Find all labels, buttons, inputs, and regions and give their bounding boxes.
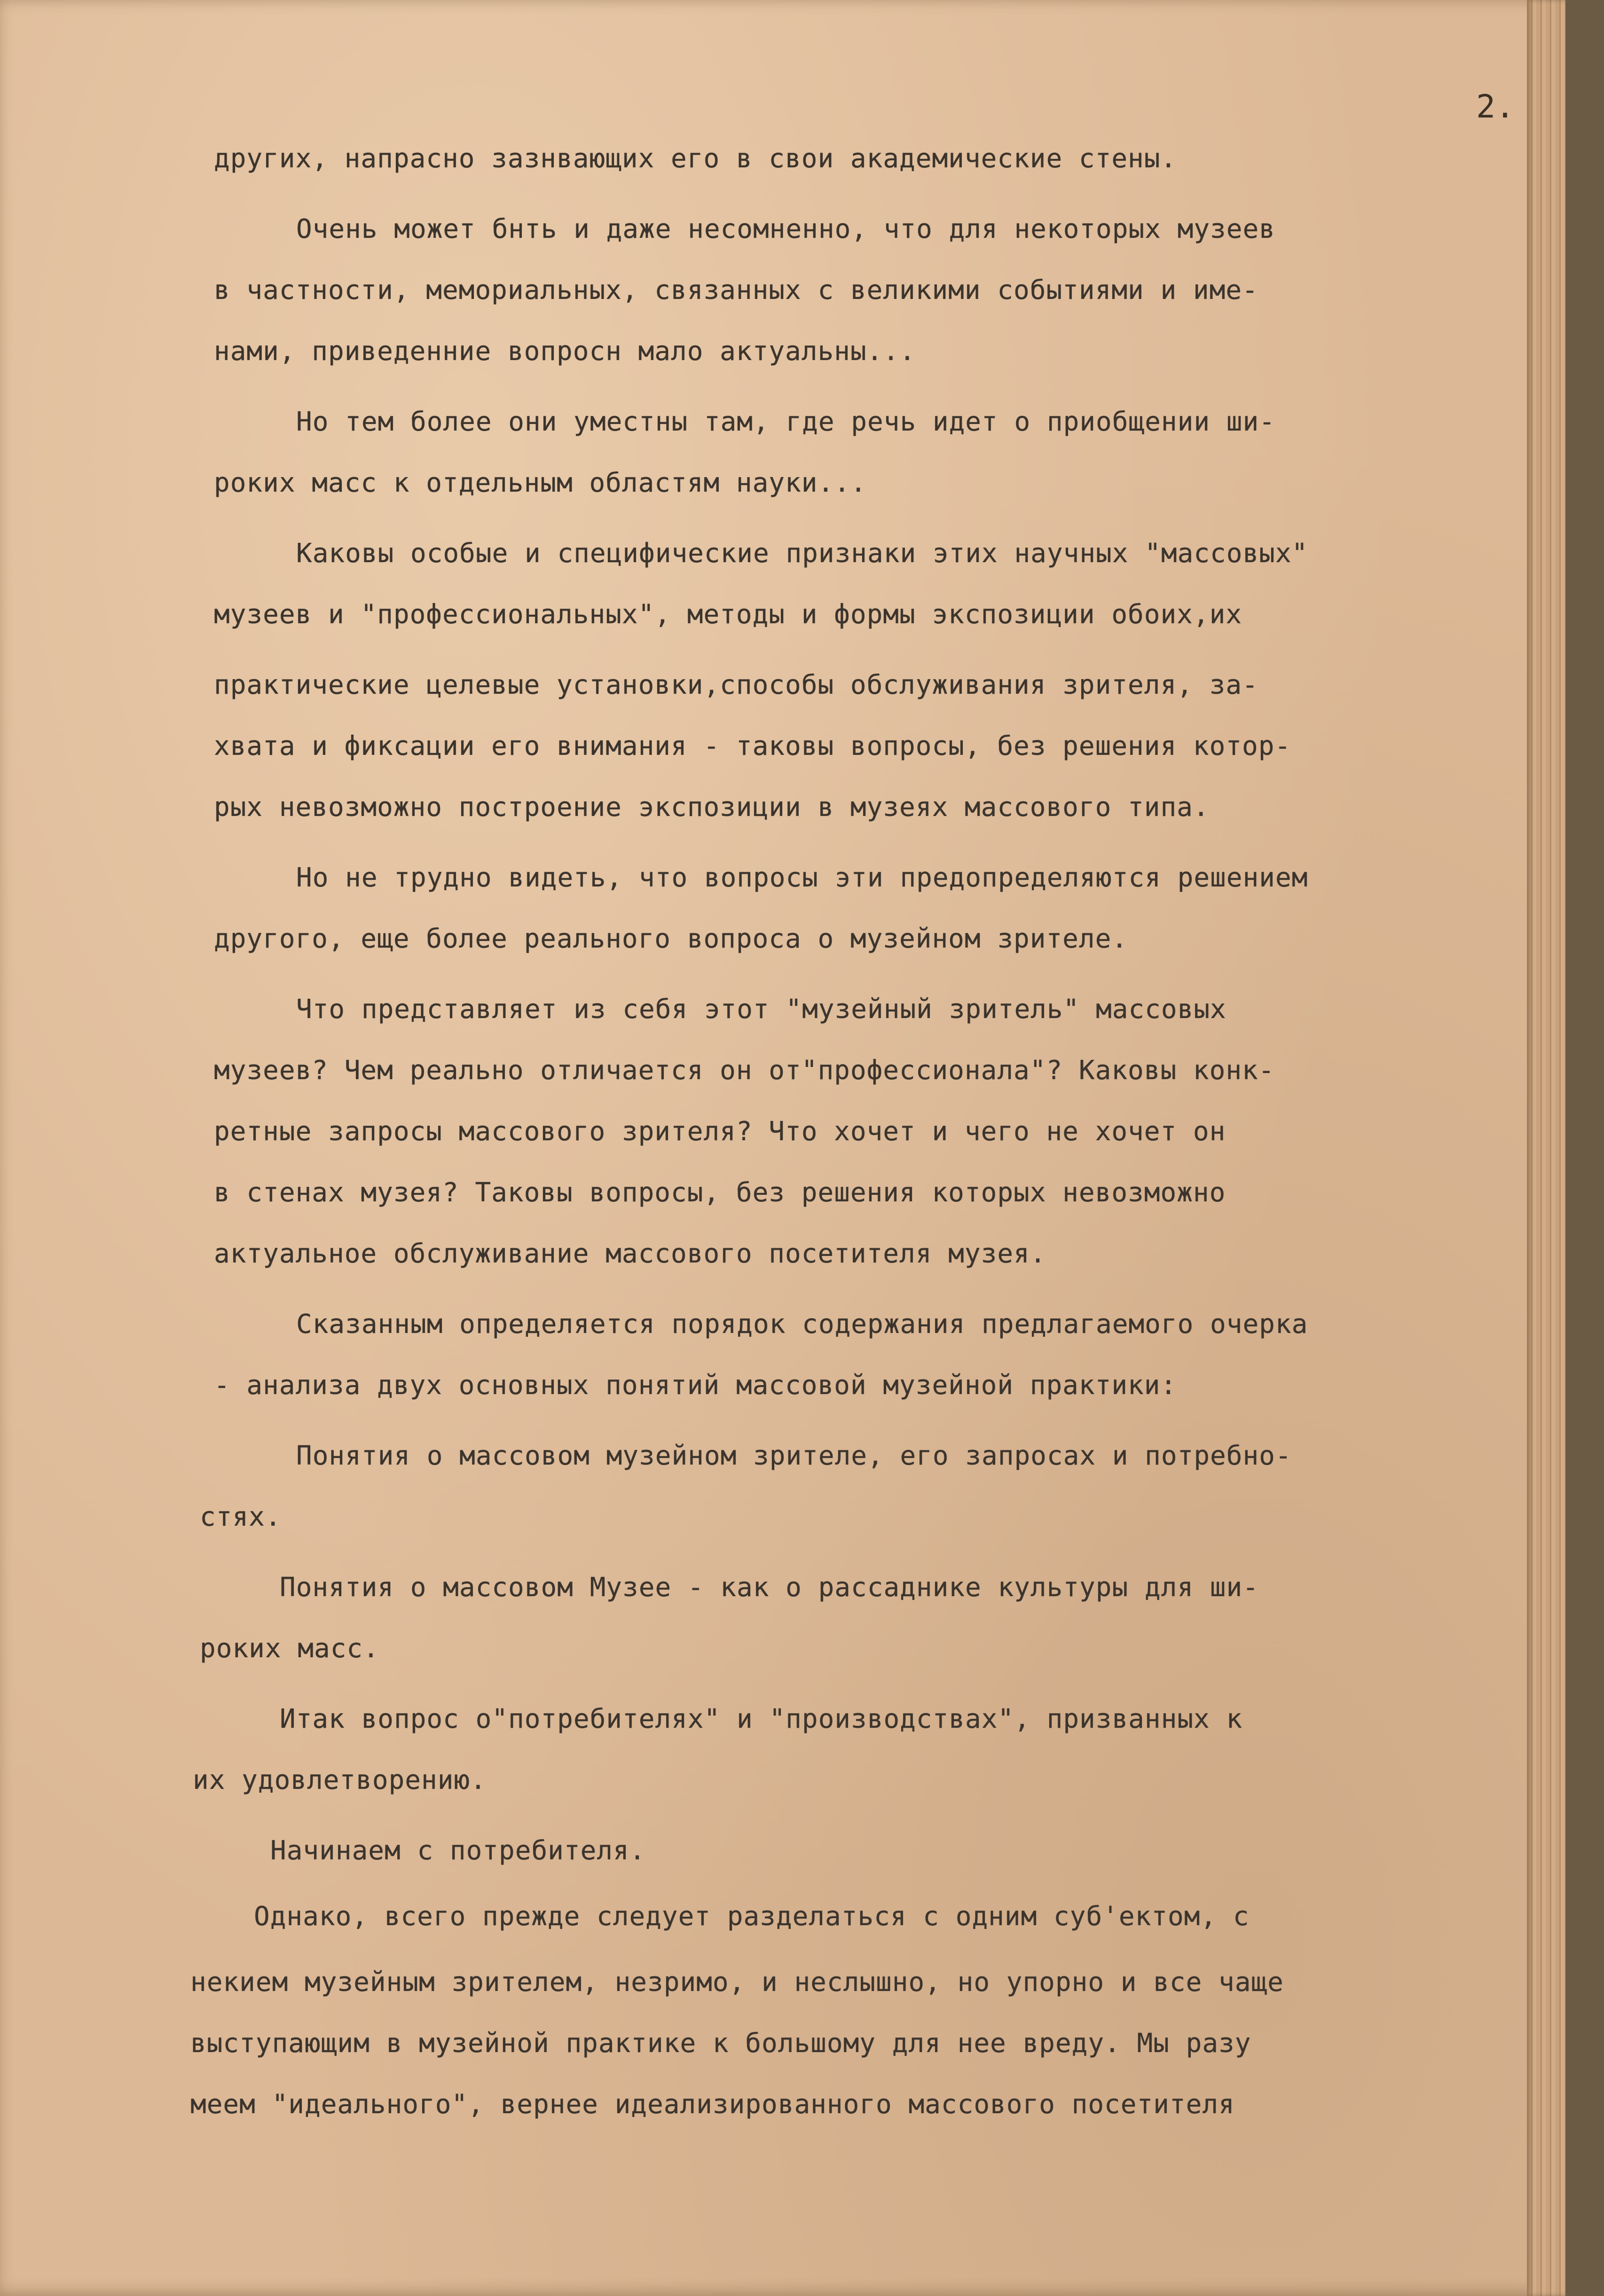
text-line: рых невозможно построение экспозиции в музеях массового типа. (214, 792, 1210, 823)
text-line: - анализа двух основных понятий массовой музейной практики: (214, 1370, 1177, 1401)
text-line: Сказанным определяется порядок содержания предлагаемого очерка (296, 1309, 1308, 1340)
text-line: выступающим в музейной практике к большому для нее вреду. Мы разу (190, 2028, 1251, 2059)
text-line: хвата и фиксации его внимания - таковы вопросы, без решения котор- (214, 731, 1291, 761)
text-line: Однако, всего прежде следует разделаться с одним суб'ектом, с (254, 1901, 1250, 1932)
text-line: музеев и "профессиональных", методы и формы экспозиции обоих,их (214, 599, 1242, 630)
text-line: Понятия о массовом музейном зрителе, его запросах и потребно- (296, 1441, 1292, 1471)
text-line: нами, приведенние вопросн мало актуальны... (214, 336, 916, 367)
text-line: ретные запросы массового зрителя? Что хочет и чего не хочет он (214, 1116, 1226, 1147)
text-line: в стенах музея? Таковы вопросы, без решения которых невозможно (214, 1177, 1226, 1208)
text-line: их удовлетворению. (193, 1765, 487, 1795)
text-line: Итак вопрос о"потребителях" и "производствах", призванных к (280, 1704, 1243, 1734)
text-line: Но не трудно видеть, что вопросы эти предопределяются решением (296, 862, 1308, 893)
text-line: другого, еще более реального вопроса о музейном зрителе. (214, 924, 1128, 954)
text-line: практические целевые установки,способы обслуживания зрителя, за- (214, 670, 1258, 700)
text-line: роких масс к отдельным областям науки... (214, 468, 867, 498)
text-line: Очень может бнть и даже несомненно, что для некоторых музеев (296, 214, 1275, 244)
text-line: музеев? Чем реально отличается он от"профессионала"? Каковы конк- (214, 1055, 1275, 1086)
text-line: стях. (200, 1502, 282, 1532)
text-line: Но тем более они уместны там, где речь идет о приобщении ши- (296, 407, 1275, 437)
text-line: Что представляет из себя этот "музейный зритель" массовых (296, 994, 1227, 1025)
text-line: других, напрасно зазнвающих его в свои академические стены. (214, 143, 1177, 174)
text-line: Начинаем с потребителя. (270, 1835, 646, 1866)
text-line: Понятия о массовом Музее - как о рассаднике культуры для ши- (280, 1572, 1259, 1603)
text-line: актуальное обслуживание массового посетителя музея. (214, 1238, 1046, 1269)
text-line: меем "идеального", вернее идеализированного массового посетителя (190, 2089, 1235, 2120)
text-line: некием музейным зрителем, незримо, и неслышно, но упорно и все чаще (190, 1967, 1284, 1998)
text-line: Каковы особые и специфические признаки этих научных "массовых" (296, 538, 1308, 569)
text-line: в частности, мемориальных, связанных с великими событиями и име- (214, 275, 1258, 306)
page-number: 2. (1476, 88, 1515, 125)
text-line: роких масс. (200, 1633, 379, 1664)
